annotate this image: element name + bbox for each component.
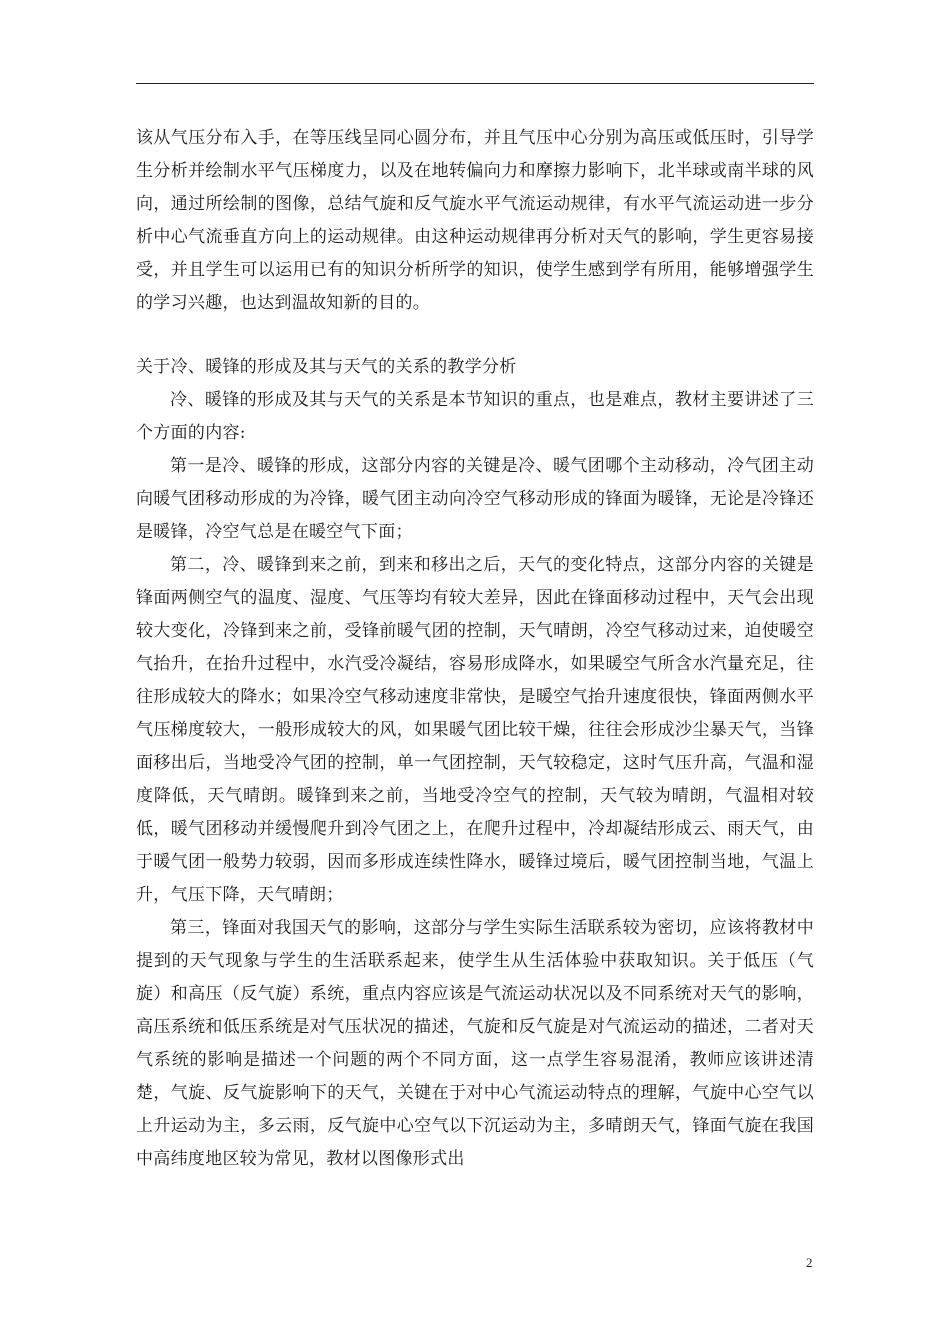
page-body	[136, 122, 814, 1176]
paragraph-continuation: 该从气压分布入手，在等压线呈同心圆分布，并且气压中心分别为高压或低压时，引导学生分析并绘制水平气压梯度力，以及在地转偏向力和摩擦力影响下，北半球或南半球的风向，通过所绘制的图像，总结气旋和反气旋水平气流运动规律，有水平气流运动进一步分析中心气流垂直方向上的运动规律。由这种运动规律再分析对天气的影响，学生更容易接受，并且学生可以运用已有的知识分析所学的知识，使学生感到学有所用，能够增强学生的学习兴趣，也达到温故知新的目的。	[136, 128, 814, 313]
paragraph-second: 第二，冷、暖锋到来之前，到来和移出之后，天气的变化特点，这部分内容的关键是锋面两侧空气的温度、湿度、气压等均有较大差异，因此在锋面移动过程中，天气会出现较大变化，冷锋到来之前，受锋前暖气团的控制，天气晴朗，冷空气移动过来，迫使暖空气抬升，在抬升过程中，水汽受冷凝结，容易形成降水，如果暖空气所含水汽量充足，往往形成较大的降水；如果冷空气移动速度非常快，是暖空气抬升速度很快，锋面两侧水平气压梯度较大，一般形成较大的风，如果暖气团比较干燥，往往会形成沙尘暴天气，当锋面移出后，当地受冷气团的控制，单一气团控制，天气较稳定，这时气压升高，气温和湿度降低，天气晴朗。暖锋到来之前，当地受冷空气的控制，天气较为晴朗，气温相对较低，暖气团移动并缓慢爬升到冷气团之上，在爬升过程中，冷却凝结形成云、雨天气，由于暖气团一般势力较弱，因而多形成连续性降水，暖锋过境后，暖气团控制当地，气温上升，气压下降，天气晴朗；	[136, 555, 814, 905]
paragraph-intro: 冷、暖锋的形成及其与天气的关系是本节知识的重点，也是难点，教材主要讲述了三个方面的内容:	[136, 390, 814, 443]
page-number: 2	[806, 1255, 813, 1270]
paragraph-third: 第三，锋面对我国天气的影响，这部分与学生实际生活联系较为密切，应该将教材中提到的天气现象与学生的生活联系起来，使学生从生活体验中获取知识。关于低压（气旋）和高压（反气旋）系统，重点内容应该是气流运动状况以及不同系统对天气的影响，高压系统和低压系统是对气压状况的描述，气旋和反气旋是对气流运动的描述，二者对天气系统的影响是描述一个问题的两个不同方面，这一点学生容易混淆，教师应该讲述清楚，气旋、反气旋影响下的天气，关键在于对中心气流运动特点的理解，气旋中心空气以上升运动为主，多云雨，反气旋中心空气以下沉运动为主，多晴朗天气，锋面气旋在我国中高纬度地区较为常见，教材以图像形式出	[136, 918, 814, 1169]
header-rule	[136, 83, 814, 84]
section-heading: 关于冷、暖锋的形成及其与天气的关系的教学分析	[136, 357, 517, 377]
paragraph-first: 第一是冷、暖锋的形成，这部分内容的关键是冷、暖气团哪个主动移动，冷气团主动向暖气团移动形成的为冷锋，暖气团主动向冷空气移动形成的锋面为暖锋，无论是冷锋还是暖锋，冷空气总是在暖空气下面；	[136, 456, 814, 542]
